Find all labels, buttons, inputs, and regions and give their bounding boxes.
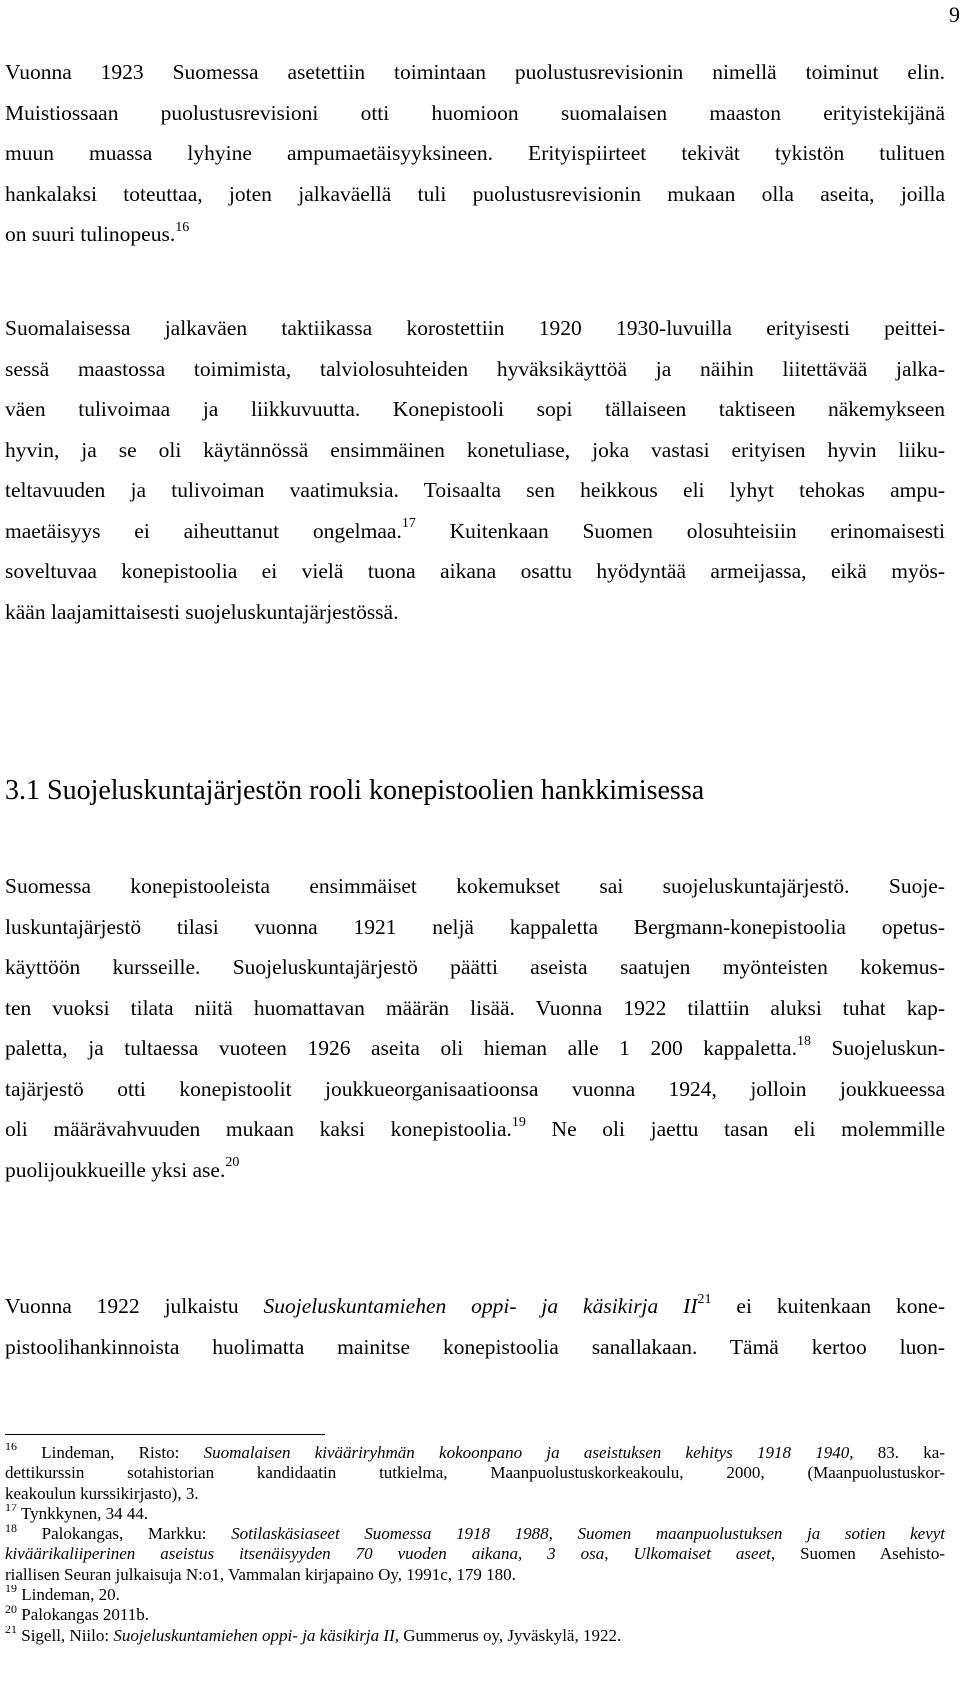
text-segment: , (604, 1544, 634, 1564)
text-line: sessä maastossa toimimista, talviolosuhteiden hyväksikäyttöä ja näihin liitettävää jalka- (5, 356, 945, 381)
paragraph-4 (5, 1286, 945, 1367)
footnote-16-line: keakoulun kurssikirjasto), 3. (5, 1483, 199, 1503)
text-segment: Lindeman, Risto: (17, 1443, 204, 1462)
text-segment: Vuonna 1922 julkaistu (5, 1294, 264, 1318)
text-line (5, 1109, 945, 1150)
text-segment: Sigell, Niilo: (17, 1625, 114, 1645)
text-line: tajärjestö otti konepistoolit joukkueorganisaatioonsa vuonna 1924, jolloin joukkueessa (5, 1076, 945, 1101)
citation-title: Suojeluskuntamiehen oppi- ja käsikirja II, (113, 1625, 399, 1645)
footnote-number: 17 (5, 1503, 17, 1515)
citation-title: Sotilaskäsiaseet Suomessa 1918 1988 (231, 1524, 549, 1544)
paragraph-1 (5, 52, 945, 255)
text-line: Muistiossaan puolustusrevisioni otti huomioon suomalaisen maaston erityistekijänä (5, 100, 945, 125)
text-line: hankalaksi toteuttaa, joten jalkaväellä tuli puolustusrevisionin mukaan olla aseita, joilla (5, 181, 945, 206)
paragraph-2 (5, 308, 945, 632)
text-line: ten vuoksi tilata niitä huomattavan määrän lisää. Vuonna 1922 tilattiin aluksi tuhat kap- (5, 995, 945, 1020)
page-number: 9 (949, 2, 960, 27)
footnote-ref[interactable]: 19 (511, 1114, 526, 1130)
footnote-number: 20 (5, 1605, 17, 1616)
footnote-number: 21 (5, 1625, 17, 1637)
footnote-separator (5, 1434, 325, 1435)
text-line (5, 1150, 945, 1191)
footnote-21 (5, 1626, 945, 1646)
footnote-ref[interactable]: 21 (697, 1291, 712, 1307)
footnote-18-line (5, 1544, 945, 1564)
citation-title: kiväärikaliiperinen aseistus itsenäisyyden 70 vuoden aikana, 3 osa (5, 1544, 605, 1564)
text-segment: Tynkkynen, 34 44. (17, 1503, 149, 1523)
text-line (5, 214, 945, 255)
text-segment: Suomen Asehisto- (775, 1544, 945, 1564)
text-line: pistoolihankinnoista huolimatta mainitse konepistoolia sanallakaan. Tämä kertoo luon- (5, 1334, 945, 1359)
text-segment: Gummerus oy, Jyväskylä, 1922. (398, 1625, 622, 1645)
paragraph-3 (5, 866, 945, 1190)
footnote-ref[interactable]: 17 (401, 516, 416, 532)
text-line: käyttöön kursseille. Suojeluskuntajärjestö päätti aseista saatujen myönteisten kokemus- (5, 955, 945, 979)
text-segment: Ne oli jaettu tasan eli molemmille (525, 1117, 945, 1141)
text-line: teltavuuden ja tulivoiman vaatimuksia. Toisaalta sen heikkous eli lyhyt tehokas ampu- (5, 478, 945, 502)
text-segment: Palokangas, Markku: (17, 1524, 232, 1544)
footnote-ref[interactable]: 20 (225, 1155, 240, 1171)
text-segment: Suojeluskun- (810, 1036, 945, 1060)
section-heading: 3.1 Suojeluskuntajärjestön rooli konepistoolien hankkimisessa (5, 775, 705, 806)
text-segment: , (548, 1524, 578, 1544)
footnote-number: 18 (5, 1524, 17, 1535)
text-line: luskuntajärjestö tilasi vuonna 1921 neljä kappaletta Bergmann-konepistoolia opetus- (5, 914, 945, 939)
footnote-19 (5, 1585, 945, 1605)
text-segment: puolijoukkueille yksi ase. (5, 1157, 226, 1182)
footnote-number: 16 (5, 1443, 17, 1454)
text-segment: on suuri tulinopeus. (5, 222, 176, 246)
text-segment: ei kuitenkaan kone- (711, 1294, 945, 1318)
text-line (5, 1028, 945, 1069)
text-line: muun muassa lyhyine ampumaetäisyyksineen. Erityispiirteet tekivät tykistön tulituen (5, 141, 945, 165)
text-line (5, 1286, 945, 1327)
citation-title: Suomalaisen kivääriryhmän kokoonpano ja aseistuksen kehitys 1918 1940, (203, 1443, 854, 1462)
text-segment: Lindeman, 20. (17, 1585, 120, 1605)
text-line: Suomalaisessa jalkaväen taktiikassa korostettiin 1920 1930-luvuilla erityisesti peittei- (5, 316, 945, 340)
footnote-number: 19 (5, 1585, 17, 1596)
text-line: väen tulivoimaa ja liikkuvuutta. Konepistooli sopi tällaiseen taktiseen näkemykseen (5, 397, 945, 421)
text-segment: oli määrävahvuuden mukaan kaksi konepistoolia. (5, 1117, 512, 1141)
footnote-20 (5, 1605, 945, 1625)
text-line: Suomessa konepistooleista ensimmäiset kokemukset sai suojeluskuntajärjestö. Suoje- (5, 874, 945, 898)
footnote-16 (5, 1443, 945, 1463)
text-segment: maetäisyys ei aiheuttanut ongelmaa. (5, 518, 402, 543)
text-line: hyvin, ja se oli käytännössä ensimmäinen konetuliase, joka vastasi erityisen hyvin liiku- (5, 437, 945, 462)
citation-title: Suomen maanpuolustuksen ja sotien kevyt (577, 1524, 945, 1544)
footnotes (5, 1443, 945, 1646)
text-segment: paletta, ja tultaessa vuoteen 1926 aseita oli hieman alle 1 200 kappaletta. (5, 1036, 797, 1060)
footnote-18-line: riallisen Seuran julkaisuja N:o1, Vammalan kirjapaino Oy, 1991c, 179 180. (5, 1564, 516, 1584)
citation-title: Ulkomaiset aseet, (633, 1544, 776, 1564)
text-segment: Kuitenkaan Suomen olosuhteisiin erinomaisesti (415, 518, 945, 543)
footnote-ref[interactable]: 18 (796, 1033, 811, 1049)
footnote-18 (5, 1524, 945, 1544)
text-segment: 83. ka- (853, 1443, 945, 1462)
text-line (5, 511, 945, 552)
book-title: Suojeluskuntamiehen oppi- ja käsikirja II (263, 1294, 698, 1318)
text-line: Vuonna 1923 Suomessa asetettiin toimintaan puolustusrevisionin nimellä toiminut elin. (5, 60, 945, 84)
footnote-17 (5, 1504, 945, 1524)
text-line: kään laajamittaisesti suojeluskuntajärjestössä. (5, 599, 399, 624)
footnote-ref[interactable]: 16 (175, 219, 190, 235)
text-line: soveltuvaa konepistoolia ei vielä tuona aikana osattu hyödyntää armeijassa, eikä myös- (5, 559, 945, 583)
text-segment: Palokangas 2011b. (17, 1605, 150, 1625)
footnote-16-line: dettikurssin sotahistorian kandidaatin tutkielma, Maanpuolustuskorkeakoulu, 2000, (Maanpuolustuskor- (5, 1463, 945, 1483)
